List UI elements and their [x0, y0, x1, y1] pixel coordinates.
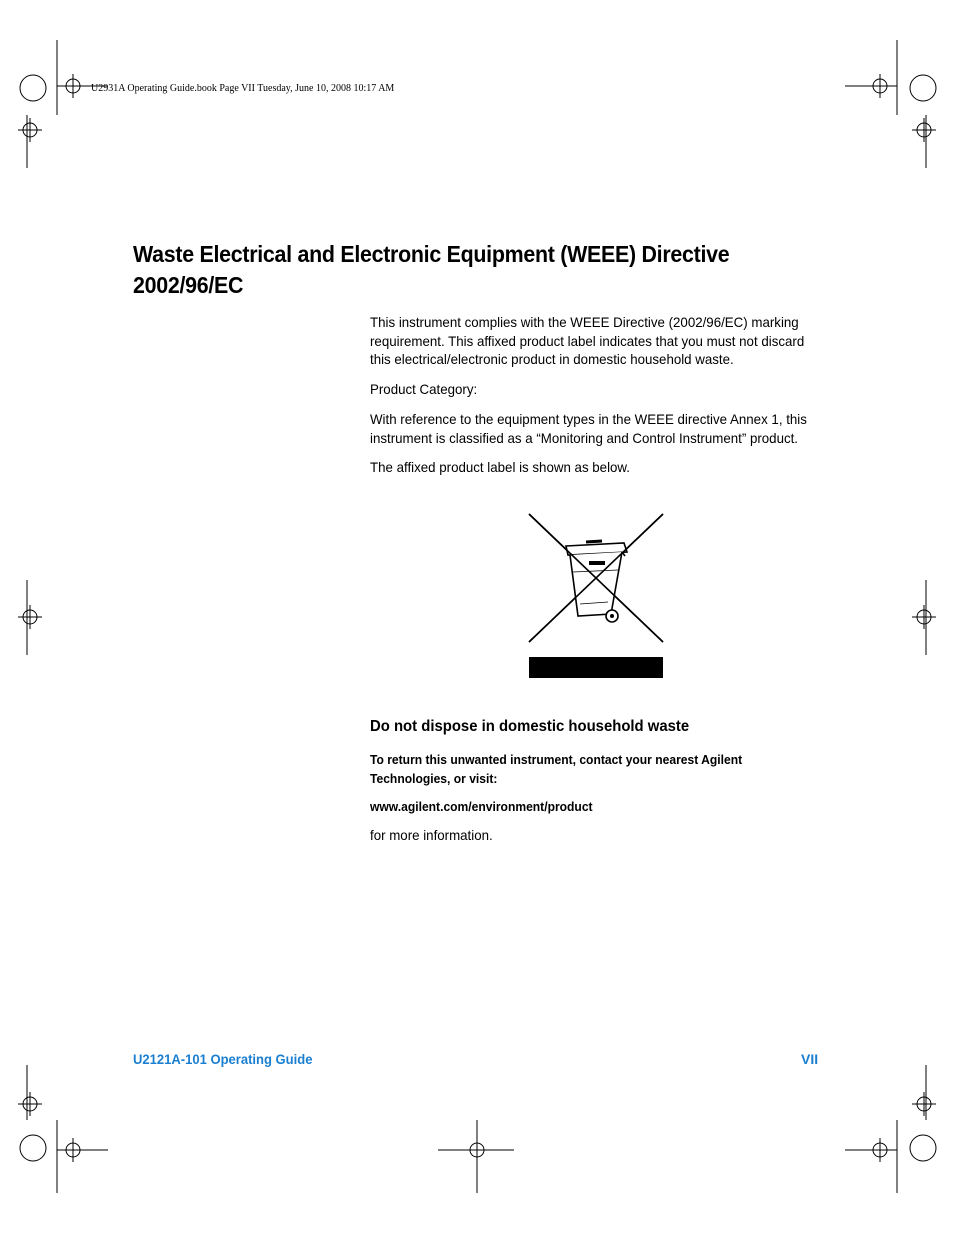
text-line: With reference to the equipment types in the WEEE directive Annex 1, this	[370, 411, 807, 427]
footer-guide-name: U2121A-101 Operating Guide	[133, 1051, 313, 1067]
intro-paragraph	[370, 313, 830, 369]
text-line: Product Category:	[370, 381, 478, 397]
text-line: This instrument complies with the WEEE Directive (2002/96/EC) marking	[370, 314, 799, 330]
crossed-out-wheelie-bin-icon	[526, 512, 666, 680]
label-intro-paragraph	[370, 458, 830, 477]
text-line: The affixed product label is shown as below.	[370, 459, 631, 475]
page-title	[133, 239, 784, 301]
environment-url: www.agilent.com/environment/product	[370, 799, 593, 814]
classification-paragraph	[370, 410, 830, 447]
text-line: instrument is classified as a “Monitoring and Control Instrument” product.	[370, 429, 799, 446]
return-instructions	[370, 750, 742, 788]
footer-page-number: VII	[801, 1051, 819, 1067]
text-line: requirement. This affixed product label indicates that you must not discard	[370, 332, 805, 349]
more-information-text: for more information.	[370, 827, 493, 843]
book-header-note: U2931A Operating Guide.book Page VII Tuesday, June 10, 2008 10:17 AM	[91, 83, 395, 94]
product-category-paragraph	[370, 380, 830, 399]
title-line-1: Waste Electrical and Electronic Equipment (WEEE) Directive	[133, 241, 730, 267]
title-line-2: 2002/96/EC	[133, 272, 244, 298]
text-line: this electrical/electronic product in domestic household waste.	[370, 351, 734, 367]
section-subheading: Do not dispose in domestic household waste	[370, 718, 690, 735]
text-line: To return this unwanted instrument, contact your nearest Agilent	[370, 752, 743, 767]
text-line: Technologies, or visit:	[370, 771, 498, 786]
